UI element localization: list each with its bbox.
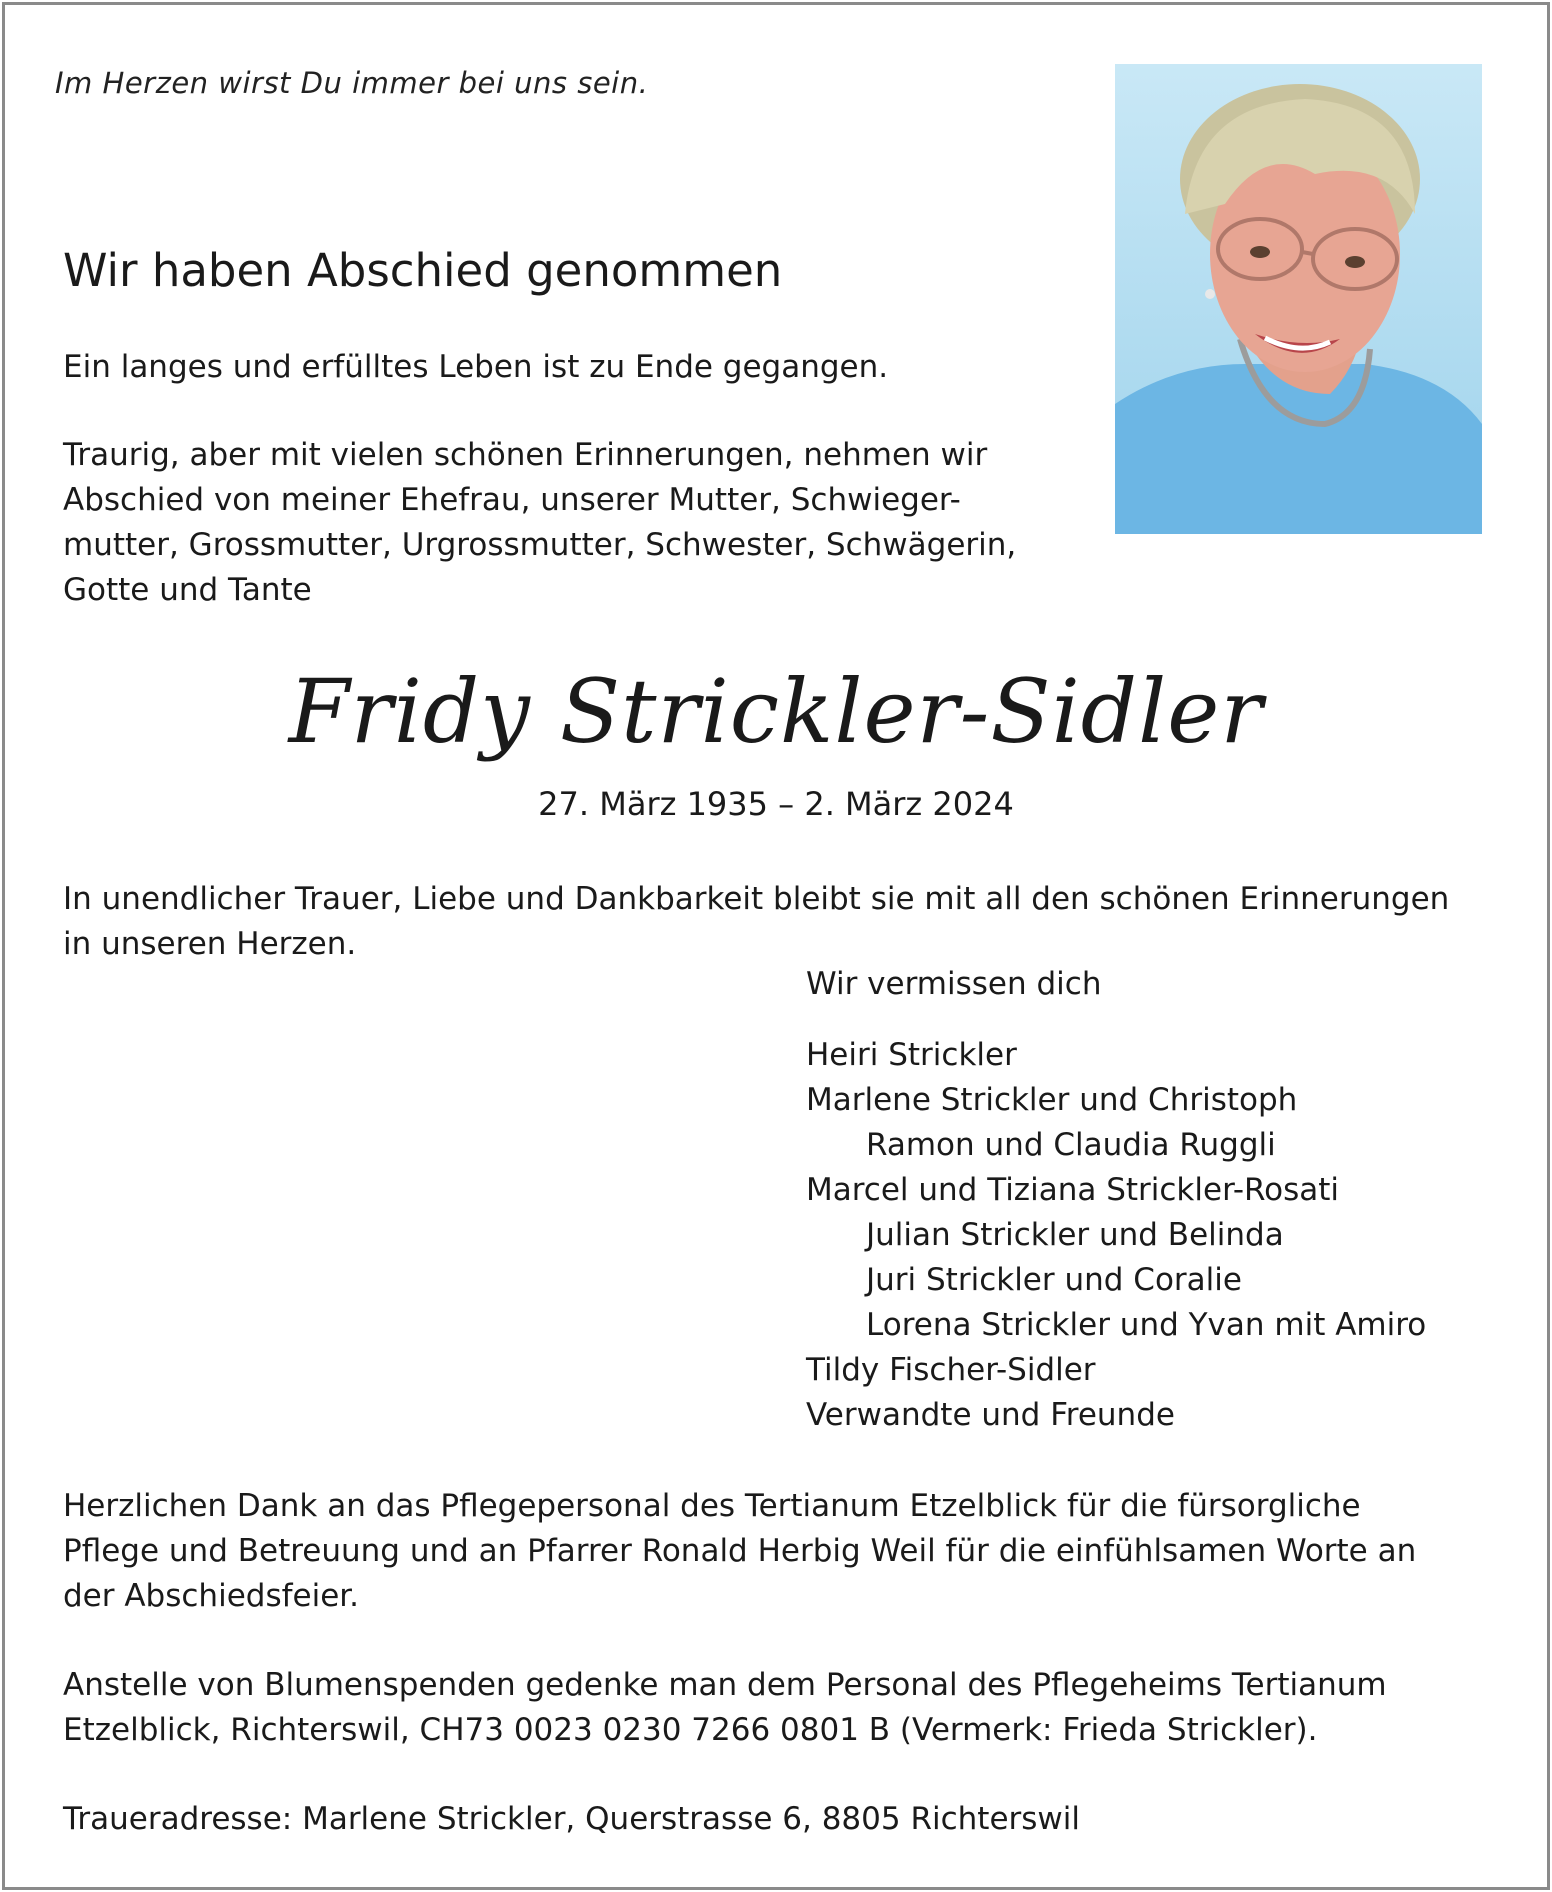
remembrance-paragraph <box>63 877 1449 967</box>
donation-line: Anstelle von Blumenspenden gedenke man dem Personal des Pflegeheims Tertianum <box>63 1667 1387 1703</box>
thanks-line: Pflege und Betreuung und an Pfarrer Ronald Herbig Weil für die einfühlsamen Worte an <box>63 1533 1417 1569</box>
motto: Im Herzen wirst Du immer bei uns sein. <box>55 66 649 100</box>
signoff: Wir vermissen dich <box>806 966 1102 1002</box>
mourning-paragraph <box>63 433 1016 613</box>
portrait-photo <box>1115 64 1482 534</box>
family-member: Marcel und Tiziana Strickler-Rosati <box>806 1172 1340 1208</box>
portrait-illustration <box>1115 64 1482 534</box>
family-member: Verwandte und Freunde <box>806 1397 1175 1433</box>
family-member: Ramon und Claudia Ruggli <box>866 1127 1276 1163</box>
family-list <box>806 1033 1426 1438</box>
thanks-paragraph <box>63 1484 1416 1619</box>
mourning-line: Gotte und Tante <box>63 572 312 608</box>
deceased-name: Fridy Strickler-Sidler <box>288 660 1264 763</box>
mourning-line: Abschied von meiner Ehefrau, unserer Mutter, Schwieger- <box>63 482 961 518</box>
life-dates: 27. März 1935 – 2. März 2024 <box>538 785 1014 823</box>
family-member: Julian Strickler und Belinda <box>866 1217 1284 1253</box>
mourning-line: mutter, Grossmutter, Urgrossmutter, Schwester, Schwägerin, <box>63 527 1017 563</box>
mourning-address: Traueradresse: Marlene Strickler, Querstrasse 6, 8805 Richterswil <box>63 1801 1081 1837</box>
family-member: Lorena Strickler und Yvan mit Amiro <box>866 1307 1427 1343</box>
family-member: Juri Strickler und Coralie <box>866 1262 1242 1298</box>
family-member: Tildy Fischer-Sidler <box>806 1352 1096 1388</box>
heading: Wir haben Abschied genommen <box>63 244 783 297</box>
family-member: Marlene Strickler und Christoph <box>806 1082 1298 1118</box>
mourning-line: Traurig, aber mit vielen schönen Erinnerungen, nehmen wir <box>63 437 988 473</box>
intro-text: Ein langes und erfülltes Leben ist zu Ende gegangen. <box>63 349 889 385</box>
thanks-line: Herzlichen Dank an das Pflegepersonal des Tertianum Etzelblick für die fürsorgliche <box>63 1488 1361 1524</box>
donation-line: Etzelblick, Richterswil, CH73 0023 0230 7266 0801 B (Vermerk: Frieda Strickler). <box>63 1712 1318 1748</box>
thanks-line: der Abschiedsfeier. <box>63 1578 360 1614</box>
remembrance-line: In unendlicher Trauer, Liebe und Dankbarkeit bleibt sie mit all den schönen Erinnerungen <box>63 881 1450 917</box>
remembrance-line: in unseren Herzen. <box>63 926 357 962</box>
family-member: Heiri Strickler <box>806 1037 1017 1073</box>
donation-paragraph <box>63 1663 1387 1753</box>
